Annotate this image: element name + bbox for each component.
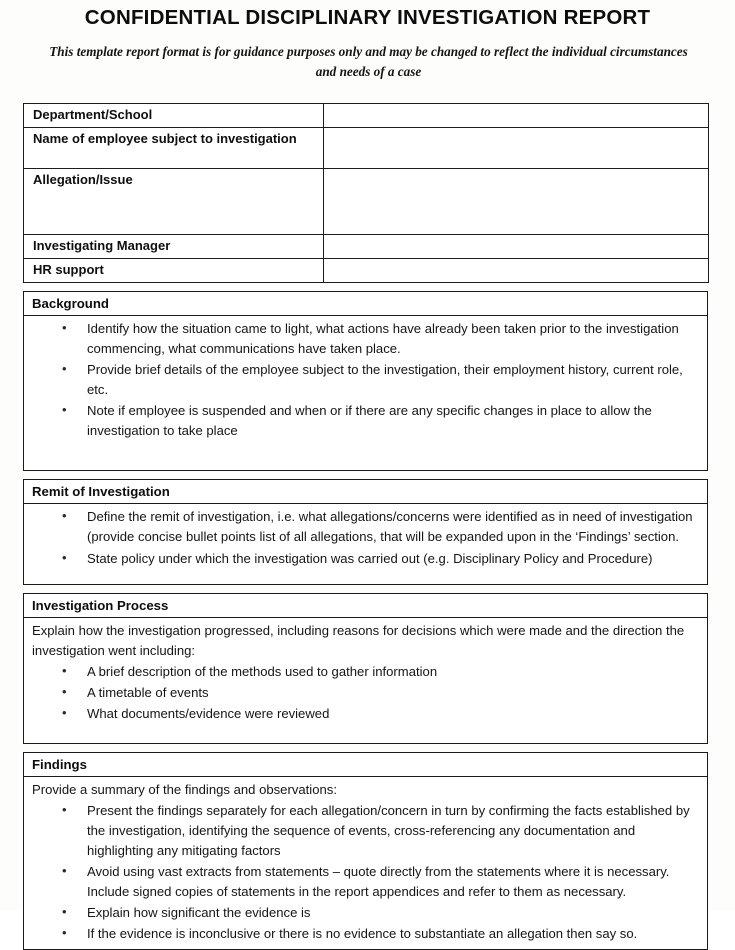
bullet-list-findings bbox=[29, 801, 699, 944]
field-label-investigating-manager: Investigating Manager bbox=[24, 235, 324, 259]
section-investigation-process bbox=[23, 593, 708, 744]
field-value-investigating-manager[interactable] bbox=[324, 235, 709, 259]
table-row bbox=[24, 259, 709, 283]
section-remit-of-investigation bbox=[23, 479, 708, 584]
list-item: • A brief description of the methods used to gather information bbox=[29, 662, 699, 682]
list-item: • Avoid using vast extracts from statements – quote directly from the statements where it is necessary. Include signed copies of statements in the report appendices and refer to them as necessary. bbox=[29, 862, 699, 902]
list-item: • If the evidence is inconclusive or there is no evidence to substantiate an allegation then say so. bbox=[29, 924, 699, 944]
page-title: CONFIDENTIAL DISCIPLINARY INVESTIGATION REPORT bbox=[84, 6, 651, 29]
bullet-list-investigation-process bbox=[29, 662, 699, 724]
case-details-table bbox=[23, 103, 709, 283]
table-row bbox=[24, 169, 709, 235]
section-background bbox=[23, 291, 708, 471]
section-body-findings[interactable] bbox=[24, 777, 707, 949]
section-header-investigation-process: Investigation Process bbox=[24, 594, 707, 618]
list-item: • Provide brief details of the employee subject to the investigation, their employment history, current role, etc. bbox=[29, 360, 699, 400]
section-header-background: Background bbox=[24, 292, 707, 316]
field-value-department-school[interactable] bbox=[324, 104, 709, 128]
document-subtitle: This template report format is for guidance purposes only and may be changed to reflect the individual circumstances and needs of a case bbox=[49, 43, 688, 79]
field-label-employee-name: Name of employee subject to investigation bbox=[24, 128, 324, 169]
list-item: • State policy under which the investigation was carried out (e.g. Disciplinary Policy and Procedure) bbox=[29, 549, 699, 569]
list-item: • Present the findings separately for each allegation/concern in turn by confirming the facts established by the investigation, identifying the sequence of events, cross-referencing any documentation and highlighting any mitigating factors bbox=[29, 801, 699, 861]
list-item: • Note if employee is suspended and when or if there are any specific changes in place to allow the investigation to take place bbox=[29, 401, 699, 441]
list-item: • A timetable of events bbox=[29, 683, 699, 703]
field-label-department-school: Department/School bbox=[24, 104, 324, 128]
table-row bbox=[24, 128, 709, 169]
list-item: • Define the remit of investigation, i.e. what allegations/concerns were identified as in need of investigation (provide concise bullet points list of all allegations, that will be expanded upon in the ‘Findings’ section. bbox=[29, 507, 699, 547]
section-body-background[interactable] bbox=[24, 316, 707, 470]
field-value-employee-name[interactable] bbox=[324, 128, 709, 169]
field-value-allegation-issue[interactable] bbox=[324, 169, 709, 235]
section-header-findings: Findings bbox=[24, 753, 707, 777]
field-value-hr-support[interactable] bbox=[324, 259, 709, 283]
bullet-list-background bbox=[29, 319, 699, 441]
section-findings bbox=[23, 752, 708, 950]
list-item: • Explain how significant the evidence is bbox=[29, 903, 699, 923]
list-item: • What documents/evidence were reviewed bbox=[29, 704, 699, 724]
section-intro-findings: Provide a summary of the findings and observations: bbox=[32, 781, 337, 797]
table-row bbox=[24, 235, 709, 259]
list-item: • Identify how the situation came to light, what actions have already been taken prior to the investigation commencing, what communications have taken place. bbox=[29, 319, 699, 359]
field-label-allegation-issue: Allegation/Issue bbox=[24, 169, 324, 235]
section-body-remit-of-investigation[interactable] bbox=[24, 504, 707, 583]
section-header-remit-of-investigation: Remit of Investigation bbox=[24, 480, 707, 504]
bullet-list-remit-of-investigation bbox=[29, 507, 699, 568]
table-row bbox=[24, 104, 709, 128]
section-body-investigation-process[interactable] bbox=[24, 618, 707, 743]
section-intro-investigation-process: Explain how the investigation progressed, including reasons for decisions which were made and the direction the investigation went including: bbox=[32, 622, 685, 658]
field-label-hr-support: HR support bbox=[24, 259, 324, 283]
